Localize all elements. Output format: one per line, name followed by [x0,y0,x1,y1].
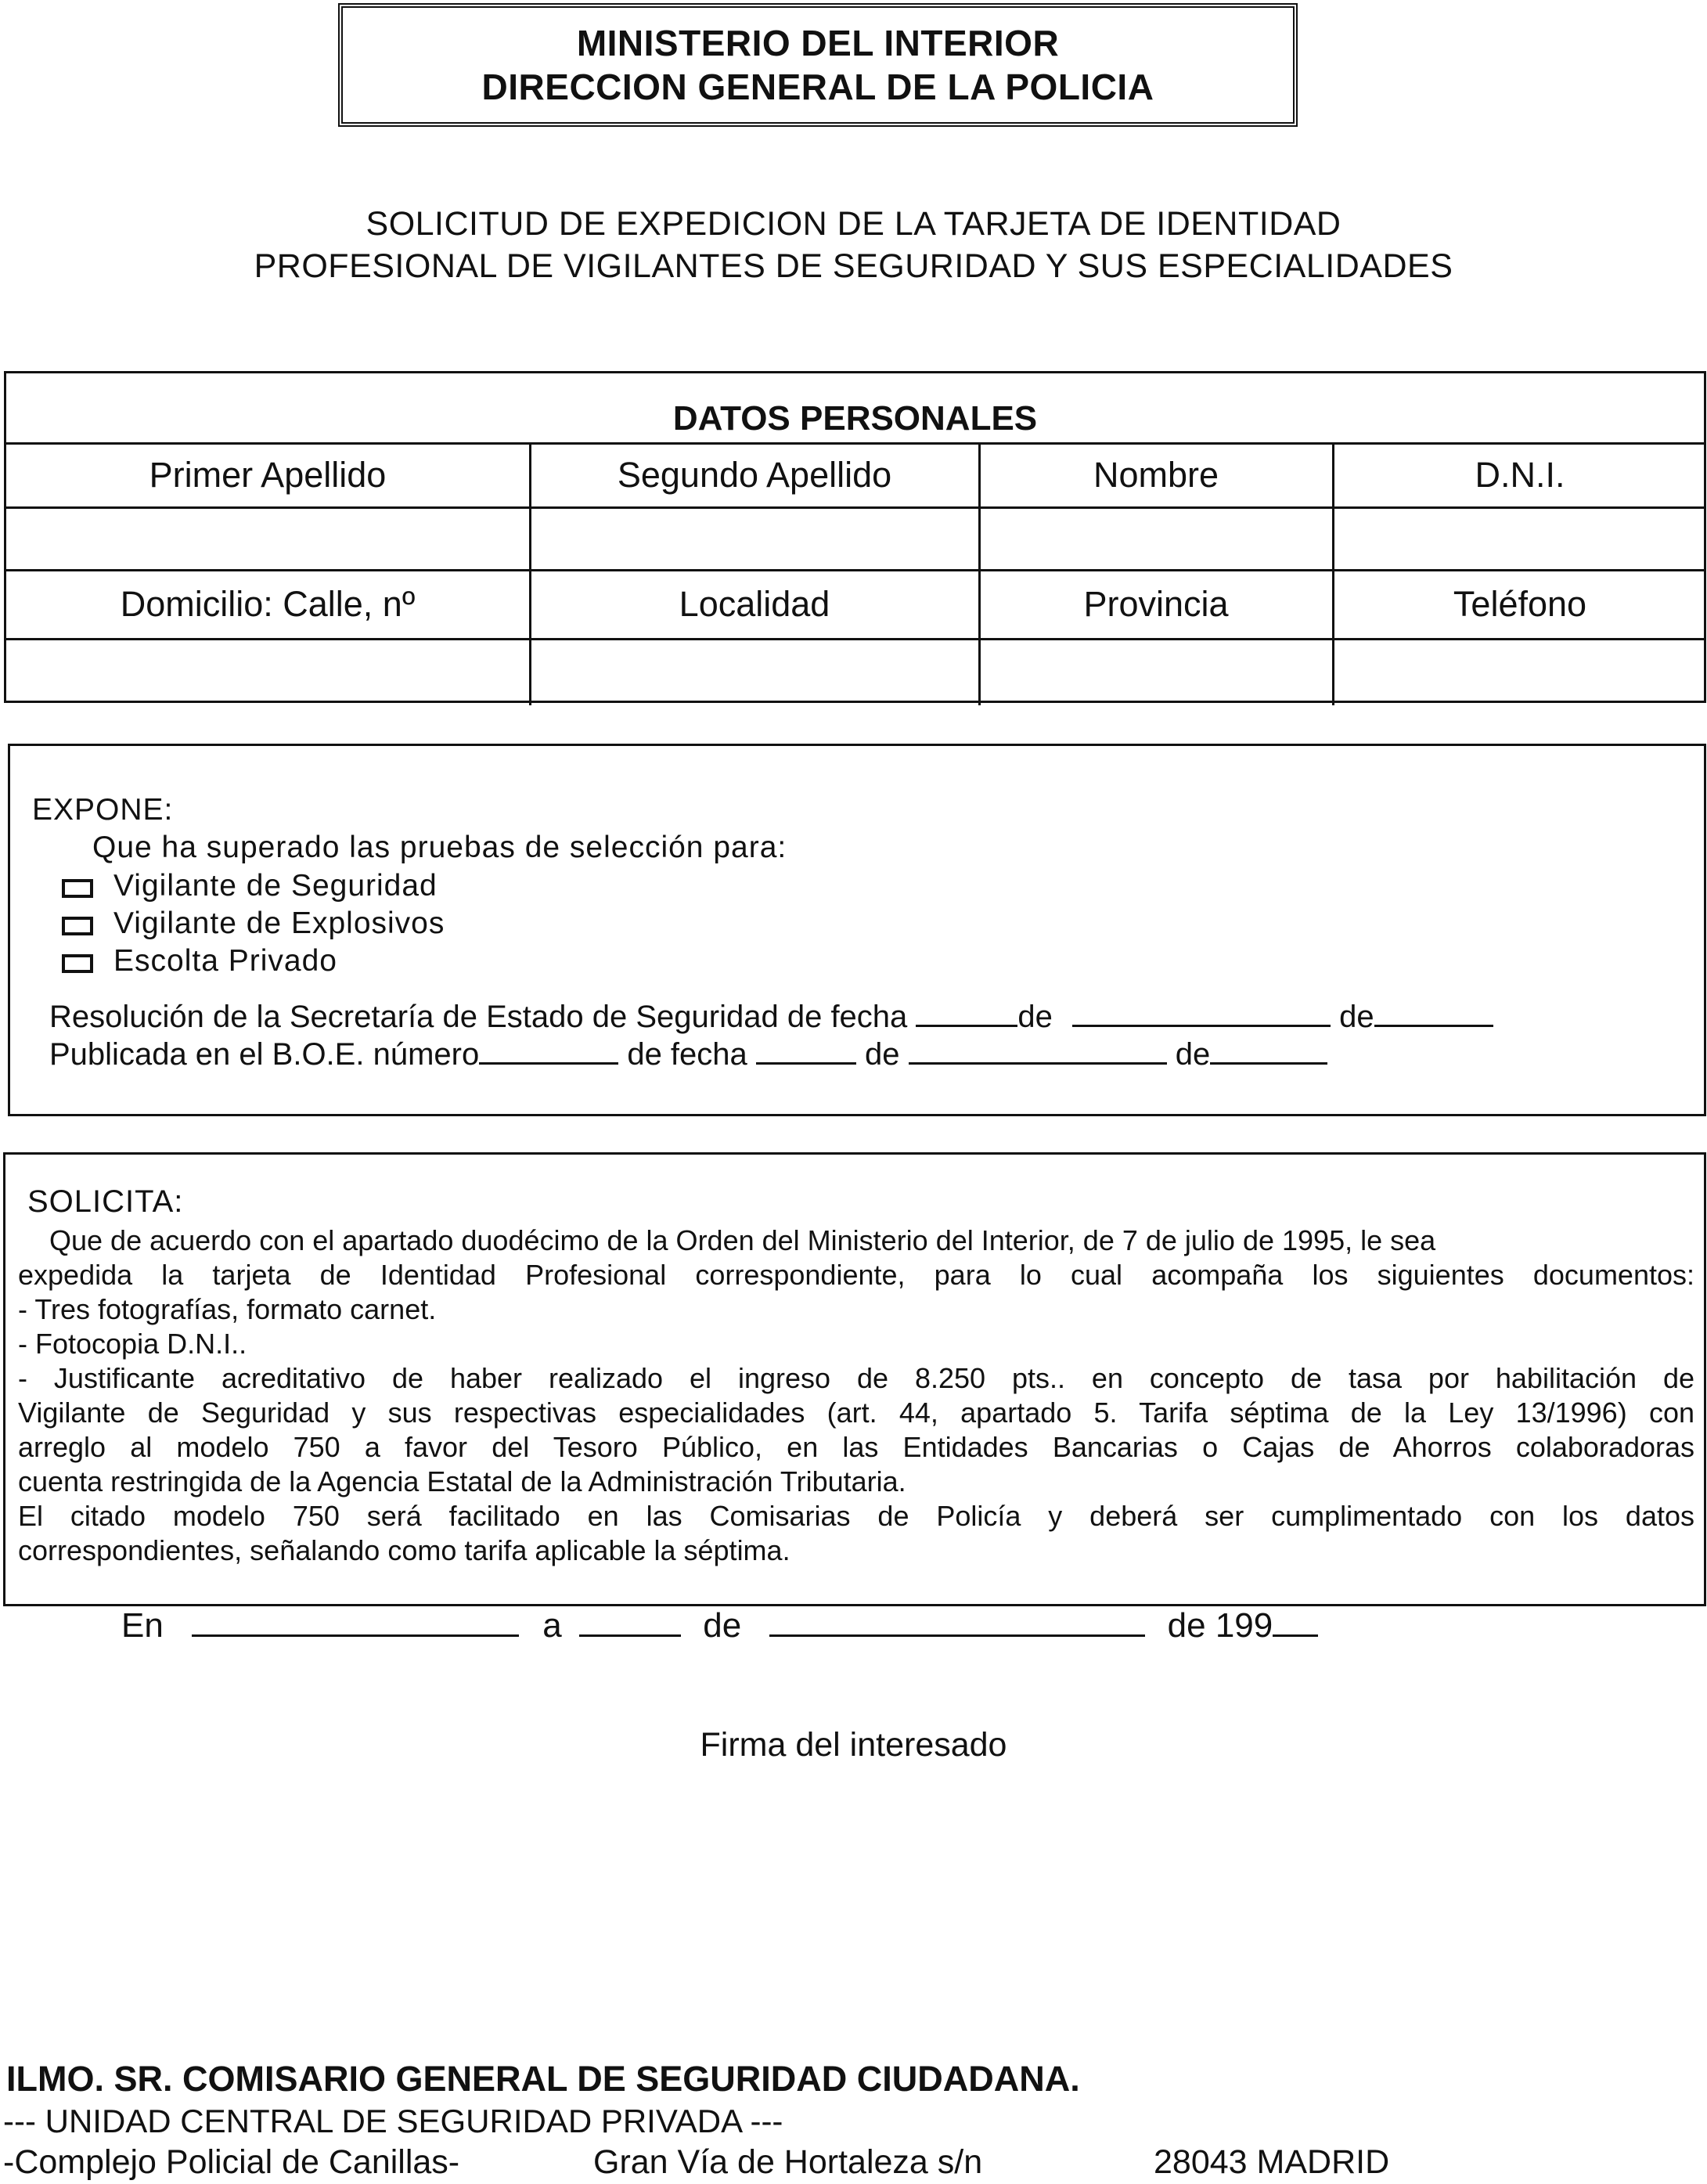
field-dni[interactable] [1334,509,1706,569]
solicita-heading: SOLICITA: [27,1184,184,1219]
resolucion-year-field[interactable] [1374,998,1493,1027]
resolucion-line [49,998,1493,1035]
solicita-line-8: cuenta restringida de la Agencia Estatal de la Administración Tributaria. [18,1465,906,1497]
addressee-postal: 28043 MADRID [1154,2143,1390,2181]
field-nombre[interactable] [980,509,1332,569]
label-localidad: Localidad [679,584,830,624]
directorate-name: DIRECCION GENERAL DE LA POLICIA [481,67,1154,107]
checkbox-vigilante-explosivos[interactable] [62,917,93,935]
boe-line [49,1036,1327,1072]
boe-de-2: de [1175,1037,1211,1072]
solicita-line-3: - Tres fotografías, formato carnet. [18,1293,437,1325]
expone-intro: Que ha superado las pruebas de selección para: [92,831,787,864]
field-domicilio[interactable] [6,640,529,703]
boe-day-field[interactable] [756,1036,856,1065]
addressee-complex: -Complejo Policial de Canillas- [3,2143,460,2181]
expone-section [8,744,1706,1116]
solicita-line-1: Que de acuerdo con el apartado duodécimo de la Orden del Ministerio del Interior, de 7 de julio de 1995, le sea [49,1224,1436,1256]
resolucion-label: Resolución de la Secretaría de Estado de Seguridad de fecha [49,1000,908,1034]
addressee-unit: --- UNIDAD CENTRAL DE SEGURIDAD PRIVADA --- [3,2103,783,2139]
boe-label: Publicada en el B.O.E. número [49,1037,480,1072]
boe-number-field[interactable] [479,1036,618,1065]
label-telefono: Teléfono [1453,584,1587,624]
place-date-line [121,1606,1318,1645]
expone-heading: EXPONE: [32,793,174,827]
option-escolta-privado: Escolta Privado [113,944,337,978]
resolucion-day-field[interactable] [916,998,1017,1027]
solicita-line-7: arreglo al modelo 750 a favor del Tesoro Público, en las Entidades Bancarias o Cajas de Ahorros colaboradoras [18,1431,1694,1463]
solicita-line-4: - Fotocopia D.N.I.. [18,1328,247,1360]
label-dni: D.N.I. [1475,455,1565,495]
label-domicilio: Domicilio: Calle, nº [120,584,416,624]
personal-data-heading: DATOS PERSONALES [672,399,1038,438]
checkbox-vigilante-seguridad[interactable] [62,879,93,898]
boe-de-1: de [865,1037,900,1072]
resolucion-de-1: de [1017,1000,1053,1034]
year-field[interactable] [1273,1608,1318,1637]
ministry-name: MINISTERIO DEL INTERIOR [576,23,1060,63]
personal-data-table [4,371,1706,703]
label-provincia: Provincia [1083,584,1229,624]
resolucion-de-2: de [1339,1000,1374,1034]
label-primer-apellido: Primer Apellido [149,455,387,495]
boe-year-field[interactable] [1210,1036,1327,1065]
field-localidad[interactable] [531,640,978,703]
field-segundo-apellido[interactable] [531,509,978,569]
resolucion-month-field[interactable] [1072,998,1331,1027]
ministry-header-box [338,3,1298,127]
solicita-section [3,1152,1706,1606]
option-vigilante-seguridad: Vigilante de Seguridad [113,869,438,903]
checkbox-escolta-privado[interactable] [62,954,93,973]
boe-fecha-label: de fecha [627,1037,747,1072]
day-field[interactable] [579,1608,681,1637]
month-field[interactable] [769,1608,1145,1637]
signature-label: Firma del interesado [700,1726,1007,1764]
solicita-line-10: correspondientes, señalando como tarifa aplicable la séptima. [18,1534,790,1566]
field-primer-apellido[interactable] [6,509,529,569]
form-title-line-1: SOLICITUD DE EXPEDICION DE LA TARJETA DE IDENTIDAD [366,205,1341,243]
option-vigilante-explosivos: Vigilante de Explosivos [113,906,445,940]
en-label: En [121,1606,164,1645]
a-label: a [542,1606,562,1645]
addressee-street: Gran Vía de Hortaleza s/n [593,2143,983,2181]
year-prefix-label: de 199 [1167,1606,1273,1645]
label-segundo-apellido: Segundo Apellido [617,455,892,495]
solicita-line-6: Vigilante de Seguridad y sus respectivas especialidades (art. 44, apartado 5. Tarifa séptima de la Ley 13/1996) con [18,1397,1694,1429]
label-nombre: Nombre [1093,455,1219,495]
boe-month-field[interactable] [909,1036,1167,1065]
addressee-title: ILMO. SR. COMISARIO GENERAL DE SEGURIDAD CIUDADANA. [6,2059,1080,2099]
place-field[interactable] [192,1608,519,1637]
solicita-line-9: El citado modelo 750 será facilitado en las Comisarias de Policía y deberá ser cumplimentado con los datos [18,1500,1694,1532]
de-label: de [703,1606,742,1645]
solicita-line-2: expedida la tarjeta de Identidad Profesional correspondiente, para lo cual acompaña los siguientes documentos: [18,1259,1694,1291]
field-telefono[interactable] [1334,640,1706,703]
solicita-line-5: - Justificante acreditativo de haber realizado el ingreso de 8.250 pts.. en concepto de tasa por habilitación de [18,1362,1694,1394]
field-provincia[interactable] [980,640,1332,703]
form-title-line-2: PROFESIONAL DE VIGILANTES DE SEGURIDAD Y SUS ESPECIALIDADES [254,247,1453,285]
